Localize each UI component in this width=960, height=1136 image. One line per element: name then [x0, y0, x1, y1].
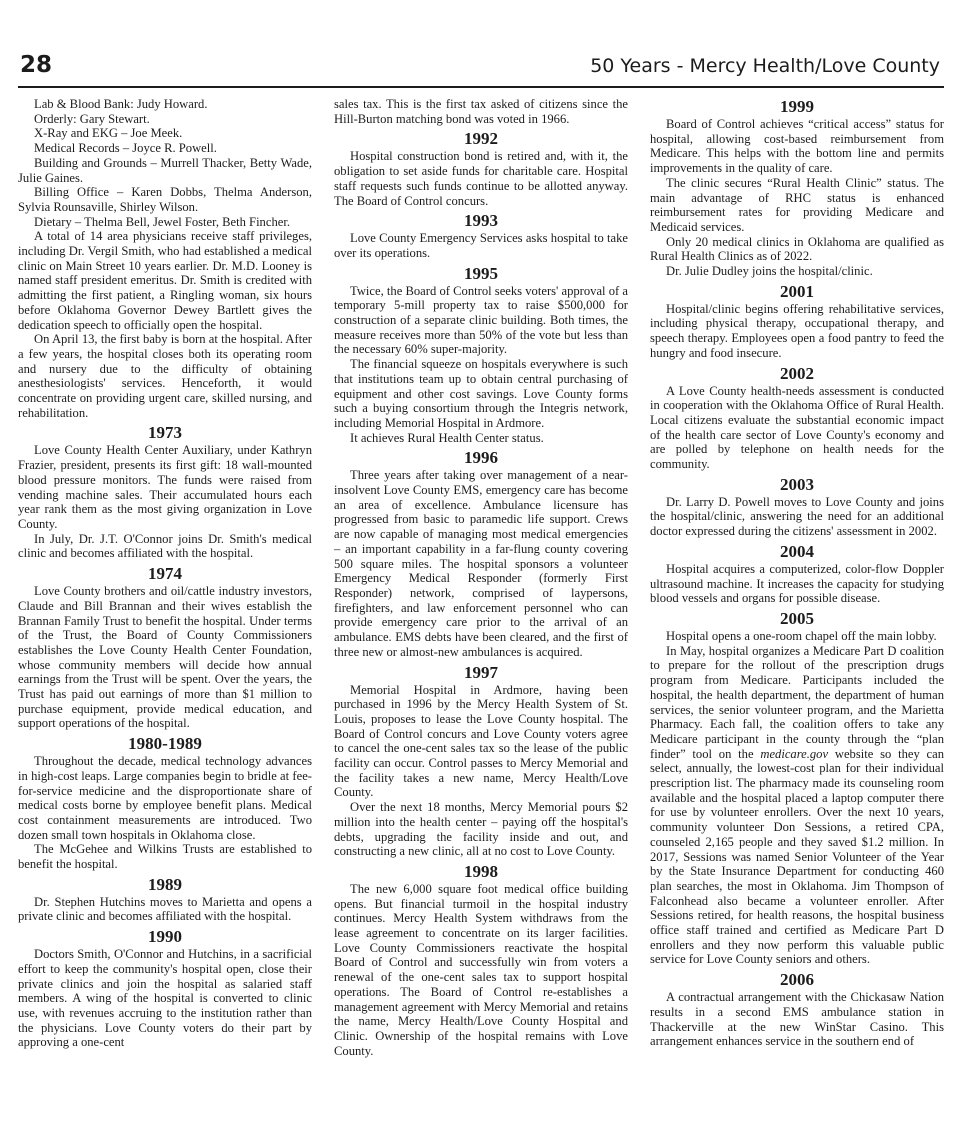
- paragraph: [650, 644, 944, 967]
- year-heading-1980-1989: 1980-1989: [128, 734, 202, 754]
- paragraph: Dr. Stephen Hutchins moves to Marietta and opens a private clinic and becomes affiliated with the hospital.: [18, 894, 312, 924]
- paragraph: A contractual arrangement with the Chickasaw Nation results in a second EMS ambulance station in Thackerville at the new WinStar Casino. This arrangement enhances service in the southern end of: [650, 990, 944, 1049]
- paragraph: Over the next 18 months, Mercy Memorial pours $2 million into the health center – paying off the hospital's debts, upgrading the facility inside and out, and constructing a new clinic, all at no cost to Love County.: [334, 800, 628, 859]
- year-heading-2006: 2006: [780, 970, 814, 990]
- paragraph: Hospital/clinic begins offering rehabilitative services, including physical therapy, occupational therapy, and speech therapy. Employees open a food pantry to feed the hungry and food insecure.: [650, 301, 944, 360]
- page-header: [18, 50, 944, 88]
- paragraph: Board of Control achieves “critical access” status for hospital, allowing cost-based reimbursement from Medicare. This helps with the bottom line and permits improvements in the quality of care.: [650, 117, 944, 176]
- column-1: [18, 97, 312, 1058]
- paragraph: Doctors Smith, O'Connor and Hutchins, in a sacrificial effort to keep the community's hospital open, close their private clinics and join the hospital as salaried staff members. A wing of the hospital is converted to clinic use, with revenues accruing to the institution rather than the physicians. Love County voters do their part by approving a one-cent: [18, 947, 312, 1050]
- text-columns: [18, 97, 944, 1058]
- paragraph: The McGehee and Wilkins Trusts are established to benefit the hospital.: [18, 842, 312, 872]
- paragraph: The financial squeeze on hospitals everywhere is such that institutions team up to obtain central purchasing of equipment and other cost savings. Love County forms such a buying consortium through the Integris network, including Memorial Hospital in Ardmore.: [334, 357, 628, 430]
- paragraph: Dr. Larry D. Powell moves to Love County and joins the hospital/clinic, answering the need for an additional doctor expressed during the citizens' assessment in 2002.: [650, 494, 944, 539]
- text-run: In May, hospital organizes a Medicare Part D coalition to prepare for the rollout of the prescription drugs program from Medicare. Participants included the hospital, the health department, the department of human services, the senior volunteer program, and the Marietta Pharmacy. Each fall, the coalition offers to take any Medicare participant in the county through the “plan finder” tool on the: [650, 643, 944, 761]
- paragraph: Love County Emergency Services asks hospital to take over its operations.: [334, 231, 628, 260]
- year-heading-1973: 1973: [148, 423, 182, 443]
- paragraph: Orderly: Gary Stewart.: [34, 111, 150, 126]
- paragraph: A Love County health-needs assessment is conducted in cooperation with the Oklahoma Office of Rural Health. Local citizens evaluate the substantial economic impact of the health care sector of Love County's economy and are polled by telephone on health needs for the community.: [650, 383, 944, 472]
- text-run: website so they can select, annually, the lowest-cost plan for their individual prescription list. The pharmacy made its counseling room available and the hospital placed a laptop computer there for use by volunteer enrollers. Over the next 10 years, community volunteer Don Sessions, a retired CPA, counseled 2,165 people and they saved $1.2 million. In 2017, Sessions was named Senior Volunteer of the Year by the State Insurance Department for conducting 460 plan searches, the most in Oklahoma. Jim Thompson of Falconhead also became a volunteer enroller. After Sessions retired, for health reasons, the hospital business office staff trained and certified as Medicare Part D enrollers and they now perform this valuable public service for Love County seniors and others.: [650, 746, 945, 967]
- paragraph: In July, Dr. J.T. O'Connor joins Dr. Smith's medical clinic and becomes affiliated with the hospital.: [18, 531, 312, 561]
- year-heading-2003: 2003: [780, 474, 814, 494]
- paragraph: Love County brothers and oil/cattle industry investors, Claude and Bill Brannan and their wives establish the Brannan Family Trust to benefit the hospital. Under terms of the Trust, the Board of County Commissioners establishes the Love County Health Center Foundation, whose community members will decide how annual earnings from the Trust will be spent. Over the years, the Trust has paid out earnings of more than $1 million to purchase equipment, provide medical education, and support operations of the hospital.: [18, 584, 312, 731]
- year-heading-1995: 1995: [464, 263, 498, 283]
- paragraph: Hospital opens a one-room chapel off the main lobby.: [666, 628, 937, 643]
- paragraph: A total of 14 area physicians receive staff privileges, including Dr. Vergil Smith, who had established a medical clinic on Main Street 10 years earlier. Dr. M.D. Looney is named staff president emeritus. Dr. Smith is credited with admitting the first patient, a Ringling woman, six hours before Oklahoma Governor Dewey Bartlett gives the dedication speech to officially open the hospital.: [18, 229, 312, 332]
- column-3: [650, 97, 944, 1058]
- paragraph: The clinic secures “Rural Health Clinic” status. The main advantage of RHC status is enhanced reimbursement rates for providing Medicare and Medicaid services.: [650, 175, 944, 234]
- paragraph: Billing Office – Karen Dobbs, Thelma Anderson, Sylvia Rounsaville, Shirley Wilson.: [18, 185, 312, 214]
- paragraph: Building and Grounds – Murrell Thacker, Betty Wade, Julie Gaines.: [18, 155, 312, 185]
- year-heading-2002: 2002: [780, 363, 814, 383]
- year-heading-1974: 1974: [148, 564, 182, 584]
- paragraph: It achieves Rural Health Center status.: [350, 430, 544, 445]
- paragraph: Love County Health Center Auxiliary, under Kathryn Frazier, president, presents its first gift: 18 wall-mounted blood pressure monitors. The funds were raised from vending machine sales. Their accumulated hours each year rank them as the most giving organization in Love County.: [18, 443, 312, 531]
- year-heading-1996: 1996: [464, 448, 498, 468]
- paragraph: Three years after taking over management of a near-insolvent Love County EMS, emergency care has become an area of excellence. Ambulance licensure has progressed from basic to paramedic life support. Crews are now capable of managing most medical emergencies – an important capability in a far-flung county covering 500 square miles. The hospital sponsors a volunteer Emergency Medical Responder (formerly First Responder) network, comprised of laypersons, firefighters, and law enforcement personnel who can provide emergency care prior to the arrival of an ambulance. EMS debts have been cleared, and the first of three new or almost-new ambulances is acquired.: [334, 468, 628, 659]
- year-heading-1993: 1993: [464, 211, 498, 231]
- year-heading-1997: 1997: [464, 662, 498, 682]
- paragraph: Hospital acquires a computerized, color-flow Doppler ultrasound machine. It increases the capacity for studying blood vessels and organs for possible disease.: [650, 561, 944, 606]
- page-number: 28: [20, 52, 53, 78]
- paragraph: On April 13, the first baby is born at the hospital. After a few years, the hospital closes both its operating room and nursery due to the difficulty of obtaining anesthesiologists' services. Henceforth, it would concentrate on providing urgent care, skilled nursing, and rehabilitation.: [18, 332, 312, 420]
- paragraph: X-Ray and EKG – Joe Meek.: [34, 126, 183, 141]
- year-heading-1992: 1992: [464, 129, 498, 149]
- paragraph: sales tax. This is the first tax asked of citizens since the Hill-Burton matching bond was voted in 1966.: [334, 97, 628, 126]
- paragraph: Twice, the Board of Control seeks voters' approval of a temporary 5-mill property tax to raise $500,000 for construction of a separate clinic building. Both times, the measure receives more than 50% of the vote but less than the necessary 60% super-majority.: [334, 283, 628, 357]
- website-name: medicare.gov: [760, 746, 829, 761]
- running-title: 50 Years - Mercy Health/Love County: [590, 55, 940, 77]
- paragraph: Dr. Julie Dudley joins the hospital/clinic.: [666, 264, 873, 279]
- paragraph: The new 6,000 square foot medical office building opens. But financial turmoil in the hospital industry continues. Mercy Health System withdraws from the lease agreement to concentrate on its larger facilities. Love County Commissioners reactivate the hospital Board of Control and successfully win from voters a renewal of the one-cent sales tax to support hospital operations. The Board of Control re-establishes a management agreement with Mercy Memorial and retains the name, Mercy Health/Love County Hospital and Clinic. Ownership of the hospital remains with Love County.: [334, 881, 628, 1058]
- paragraph: Medical Records – Joyce R. Powell.: [34, 141, 217, 156]
- year-heading-1999: 1999: [780, 97, 814, 116]
- column-2: [334, 97, 628, 1058]
- year-heading-2004: 2004: [780, 541, 814, 561]
- paragraph: Throughout the decade, medical technology advances in high-cost leaps. Large companies begin to bridle at fee-for-service medicine and the disproportionate share of medical costs borne by employee benefit plans. Medical cost containment measurements are introduced. Two dozen small town hospitals in Oklahoma close.: [18, 754, 312, 842]
- paragraph: Only 20 medical clinics in Oklahoma are qualified as Rural Health Clinics as of 2022.: [650, 234, 944, 264]
- paragraph: Lab & Blood Bank: Judy Howard.: [34, 97, 208, 111]
- year-heading-2005: 2005: [780, 608, 814, 628]
- paragraph: Dietary – Thelma Bell, Jewel Foster, Beth Fincher.: [34, 214, 290, 229]
- year-heading-1989: 1989: [148, 874, 182, 894]
- paragraph: Memorial Hospital in Ardmore, having been purchased in 1996 by the Mercy Health System of St. Louis, proposes to lease the Love County hospital. The Board of Control concurs and Love County voters agree to cancel the one-cent sales tax so the lease of the public facility can occur. Control passes to Mercy Memorial and the facility takes a new name, Mercy Health/Love County.: [334, 682, 628, 800]
- paragraph: Hospital construction bond is retired and, with it, the obligation to set aside funds for charitable care. Hospital staff requests such funds continue to be allotted anyway. The Board of Control concurs.: [334, 149, 628, 208]
- year-heading-1990: 1990: [148, 927, 182, 947]
- year-heading-2001: 2001: [780, 281, 814, 301]
- year-heading-1998: 1998: [464, 861, 498, 881]
